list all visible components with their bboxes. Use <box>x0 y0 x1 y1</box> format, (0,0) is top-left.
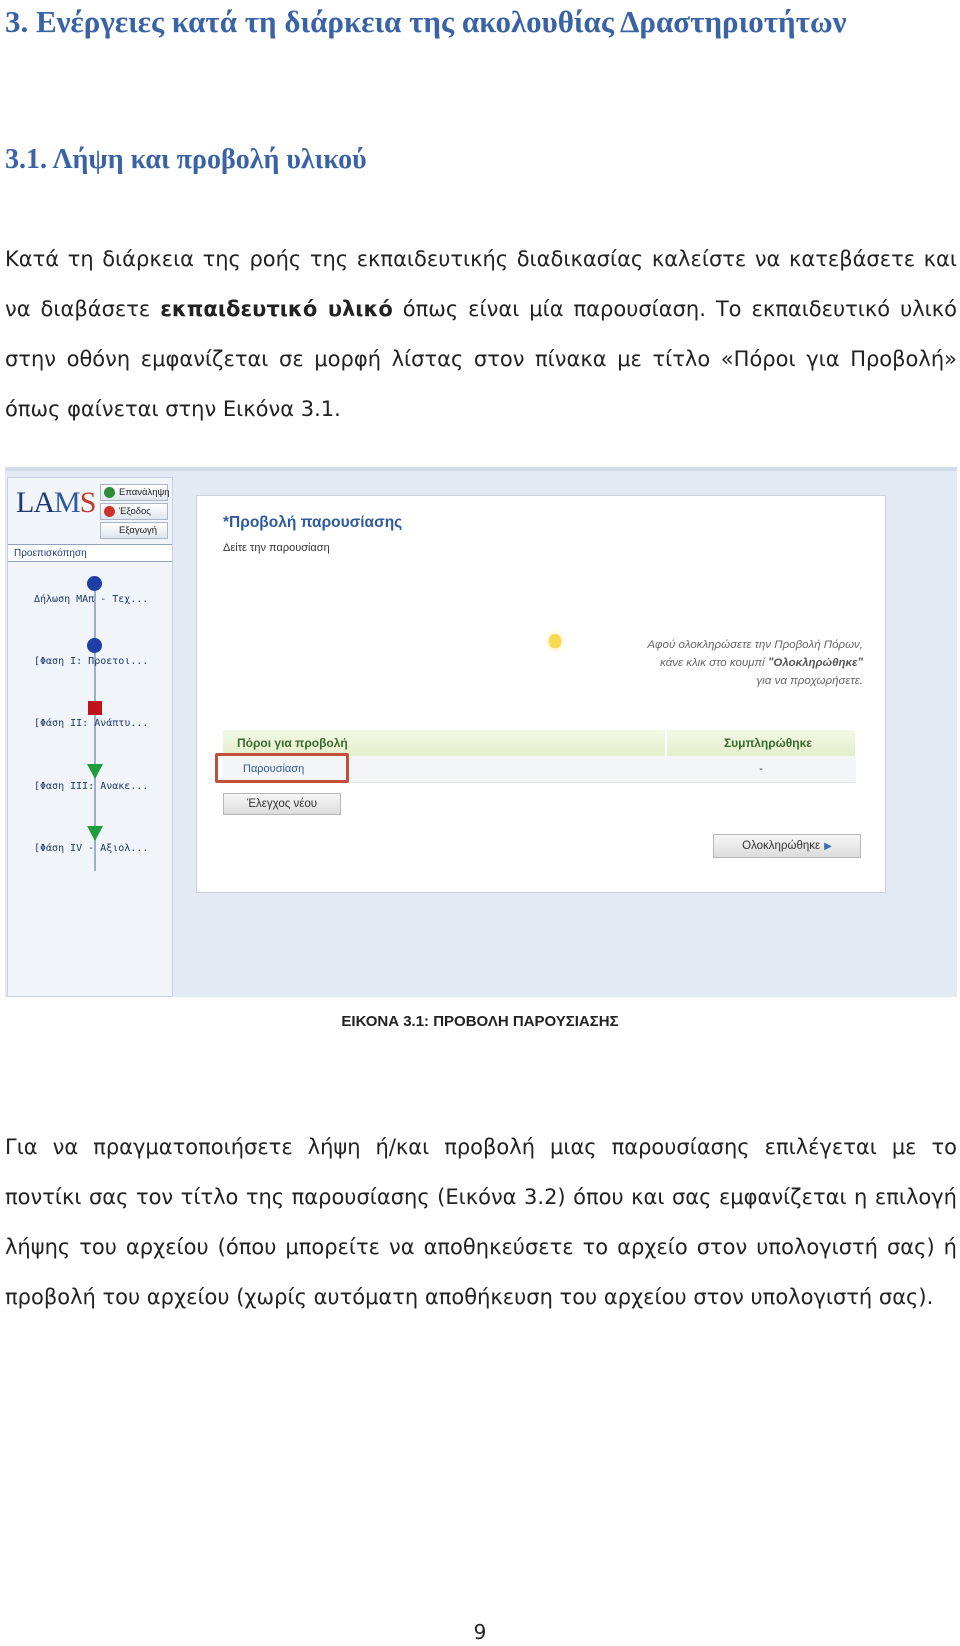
intro-text-end: όπως είναι μία παρουσίαση. Το εκπαιδευτικό υλικό στην οθόνη εμφανίζεται σε μορφή λίστας στον πίνακα με τίτλο «Πόροι για Προβολή» όπως φαίνεται στην Εικόνα 3.1. <box>5 297 957 421</box>
exit-button[interactable]: Έξοδος <box>100 503 168 520</box>
figure-caption: ΕΙΚΟΝΑ 3.1: ΠΡΟΒΟΛΗ ΠΑΡΟΥΣΙΑΣΗΣ <box>341 1013 619 1030</box>
section-heading: 3. Ενέργειες κατά τη διάρκεια της ακολουθίας Δραστηριοτήτων <box>5 4 847 39</box>
export-button[interactable]: Εξαγωγή <box>100 522 168 539</box>
completed-column-header: Συμπληρώθηκε <box>666 730 856 756</box>
activity-current-icon <box>88 701 102 715</box>
intro-bold-term: εκπαιδευτικό υλικό <box>160 297 393 321</box>
activity-title: *Προβολή παρουσίασης <box>223 514 403 531</box>
highlight-box <box>215 753 349 783</box>
completion-tip: Αφού ολοκληρώσετε την Προβολή Πόρων, κάνε κλικ στο κουμπί "Ολοκληρώθηκε" για να προχωρήσετε. <box>543 636 863 690</box>
restart-button[interactable]: Επανάληψη <box>100 484 168 501</box>
intro-paragraph <box>5 234 957 434</box>
lams-sidebar <box>7 477 173 997</box>
completed-status: - <box>666 756 856 782</box>
subsection-heading: 3.1. Λήψη και προβολή υλικού <box>5 144 367 175</box>
lams-logo: LAMS <box>16 486 96 519</box>
activity-instructions: Δείτε την παρουσίαση <box>223 542 330 554</box>
preview-bar: Προεπισκόπηση <box>8 544 172 562</box>
resources-column-header: Πόροι για προβολή <box>223 730 666 756</box>
activity-completed-icon <box>87 576 102 591</box>
activity-label[interactable]: [Φαση ΙΙΙ: Ανακε... <box>34 781 149 792</box>
activity-completed-icon <box>87 638 102 653</box>
arrow-right-icon: ▶ <box>824 841 832 852</box>
presentation-link[interactable]: Παρουσίαση <box>223 756 666 782</box>
activity-pending-icon <box>87 826 103 841</box>
restart-icon <box>104 487 115 498</box>
page-number: 9 <box>473 1620 487 1644</box>
intro-text-start: Κατά τη διάρκεια της ροής της εκπαιδευτικής διαδικασίας καλείστε να κατεβάσετε και να διαβάσετε <box>5 247 957 321</box>
lightbulb-icon <box>549 634 561 648</box>
activity-label[interactable]: Δήλωση ΜΑπ - Τεχ... <box>34 594 149 605</box>
body-paragraph: Για να πραγματοποιήσετε λήψη ή/και προβολή μιας παρουσίασης επιλέγεται με το ποντίκι σας τον τίτλο της παρουσίασης (Εικόνα 3.2) όπου και σας εμφανίζεται η επιλογή λήψης του αρχείου (όπου μπορείτε να αποθηκεύσετε το αρχείο στον υπολογιστή σας) ή προβολή του αρχείου (χωρίς αυτόματη αποθήκευση του αρχείου στον υπολογιστή σας). <box>5 1135 957 1309</box>
check-new-button[interactable]: Έλεγχος νέου <box>223 793 341 815</box>
activity-content-panel <box>196 495 886 893</box>
activity-label[interactable]: [Φαση Ι: Προετοι... <box>34 656 149 667</box>
activity-label[interactable]: [Φάση ΙV - Αξιολ... <box>34 843 149 854</box>
finish-button[interactable]: Ολοκληρώθηκε ▶ <box>713 834 861 858</box>
activity-label[interactable]: [Φάση ΙΙ: Ανάπτυ... <box>34 718 149 729</box>
activity-pending-icon <box>87 764 103 779</box>
lams-screenshot-figure <box>5 467 957 997</box>
exit-icon <box>104 506 115 517</box>
